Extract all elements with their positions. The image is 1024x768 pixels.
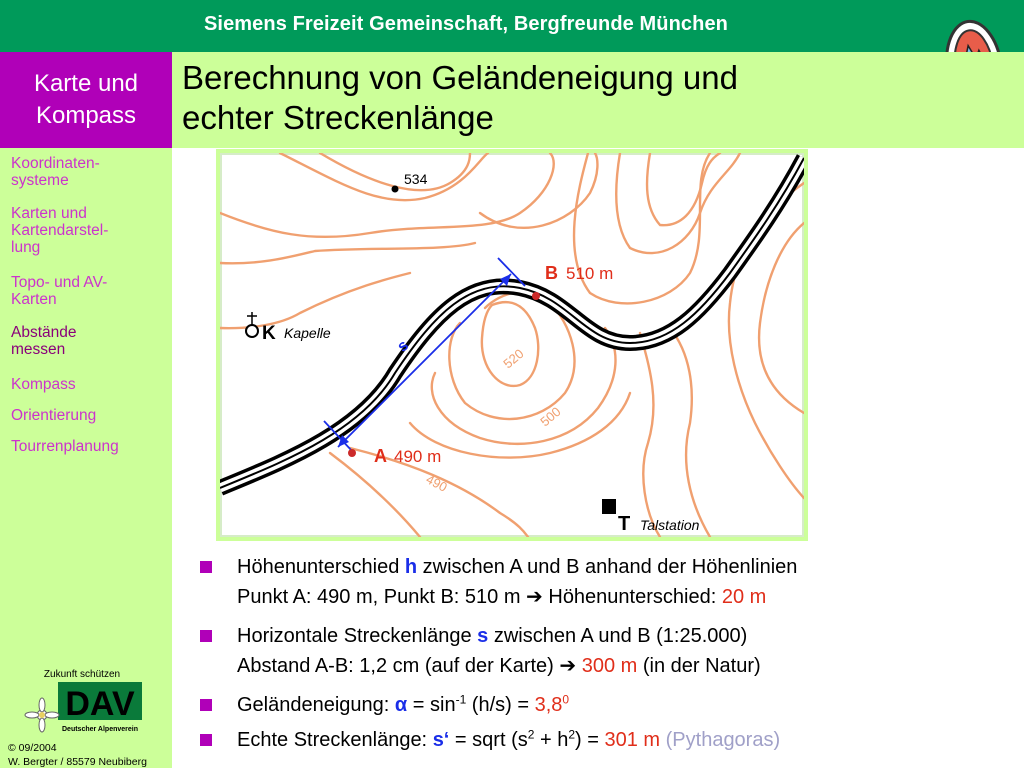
text: (h/s) = [466, 694, 535, 716]
copyright: © 09/2004 [8, 742, 57, 754]
point-a-letter: A [374, 446, 387, 466]
sidebar-item-abstaende-messen[interactable] [11, 324, 161, 358]
result-value: 301 m [604, 729, 661, 751]
degree-superscript: 0 [562, 692, 570, 707]
sidebar-item-label: Topo- und AV- Karten [11, 274, 108, 308]
point-k-name: Kapelle [284, 325, 331, 341]
bullet-icon [200, 734, 212, 746]
point-b-height: 510 m [566, 264, 614, 283]
sidebar-item-kompass[interactable] [11, 376, 161, 393]
point-b-marker [532, 292, 540, 300]
section-box [0, 52, 172, 148]
sidebar-item-karten[interactable] [11, 205, 161, 256]
sidebar-item-label: Karten und Kartendarstel- lung [11, 205, 109, 256]
result-value: 20 m [721, 586, 767, 608]
bullet-line [237, 552, 997, 582]
point-b-letter: B [545, 263, 558, 283]
text: Horizontale Streckenlänge [237, 625, 478, 647]
organization-name: Siemens Freizeit Gemeinschaft, Bergfreunde München [203, 13, 728, 35]
text: Geländeneigung: [237, 694, 395, 716]
text: = sin [407, 694, 456, 716]
text: (in der Natur) [637, 655, 761, 677]
page-title-line2: echter Streckenlänge [182, 99, 494, 136]
sidebar-item-topo-karten[interactable] [11, 274, 161, 308]
text: Höhenunterschied: [542, 586, 722, 608]
text: Punkt A: 490 m, Punkt B: 510 m [237, 586, 527, 608]
text: + h [534, 729, 569, 751]
sidebar-item-label: Kompass [11, 376, 76, 393]
header-bar [0, 0, 1024, 52]
station-icon [602, 499, 616, 514]
bullet-icon [200, 561, 212, 573]
title-band [172, 52, 1024, 148]
author: W. Bergter / 85579 Neubiberg [8, 756, 147, 768]
arrow-right-icon: ➔ [526, 586, 543, 608]
sidebar-item-tourenplanung[interactable] [11, 438, 161, 455]
contour-label-490: 490 [423, 471, 450, 495]
variable-h: h [404, 556, 418, 578]
chapel-icon [246, 312, 258, 337]
bullet-line [237, 690, 997, 720]
sidebar-item-label: Tourrenplanung [11, 438, 119, 455]
point-a-marker [348, 449, 356, 457]
bullet-line [237, 725, 997, 755]
superscript: -1 [455, 692, 467, 707]
bullet-line [237, 621, 997, 651]
dav-logo [24, 665, 146, 739]
map-frame [216, 149, 808, 541]
arrow-right-icon: ➔ [559, 655, 577, 677]
topographic-map [220, 153, 804, 537]
bullet-icon [200, 699, 212, 711]
bullet-line [237, 651, 997, 681]
bullet-icon [200, 630, 212, 642]
dav-subtitle: Deutscher Alpenverein [62, 726, 138, 733]
section-title-line1: Karte und [33, 70, 139, 97]
sidebar-item-label: Koordinaten- systeme [11, 155, 100, 189]
distance-label: s [394, 337, 413, 356]
sidebar-item-orientierung[interactable] [11, 407, 161, 424]
section-title-line2: Kompass [35, 102, 137, 129]
sidebar-item-label: Abstände messen [11, 324, 77, 358]
edelweiss-icon [25, 698, 59, 732]
text: = sqrt (s [449, 729, 528, 751]
variable-s: s [477, 625, 489, 647]
text: zwischen A und B anhand der Höhenlinien [417, 556, 798, 578]
point-t-name: Talstation [640, 517, 700, 533]
text: zwischen A und B (1:25.000) [488, 625, 748, 647]
result-value: 300 m [576, 655, 638, 677]
sidebar-item-label: Orientierung [11, 407, 97, 424]
contour-lines [220, 153, 804, 537]
dav-name: DAV [65, 685, 135, 723]
dav-tagline: Zukunft schützen [43, 669, 121, 680]
point-t-letter: T [618, 513, 631, 535]
text: ) = [575, 729, 605, 751]
summit-height: 534 [404, 171, 428, 187]
sidebar-item-koordinatensysteme[interactable] [11, 155, 161, 189]
page-title [182, 58, 942, 138]
note: (Pythagoras) [660, 729, 781, 751]
result-value: 3,8 [534, 694, 563, 716]
variable-alpha: α [394, 694, 408, 716]
contour-label-520: 520 [500, 345, 527, 372]
contour-label-500: 500 [537, 403, 564, 430]
point-k-letter: K [262, 323, 276, 344]
summit-marker [392, 186, 399, 193]
superscript: 2 [527, 727, 535, 742]
bullet-line [237, 582, 997, 612]
text: Abstand A-B: 1,2 cm (auf der Karte) [237, 655, 560, 677]
road [220, 158, 804, 488]
text: Echte Streckenlänge: [237, 729, 433, 751]
text: Höhenunterschied [237, 556, 405, 578]
variable-s-prime: s‘ [432, 729, 450, 751]
superscript: 2 [568, 727, 576, 742]
point-a-height: 490 m [394, 447, 442, 466]
section-title [0, 68, 172, 132]
page-title-line1: Berechnung von Geländeneigung und [182, 59, 738, 96]
